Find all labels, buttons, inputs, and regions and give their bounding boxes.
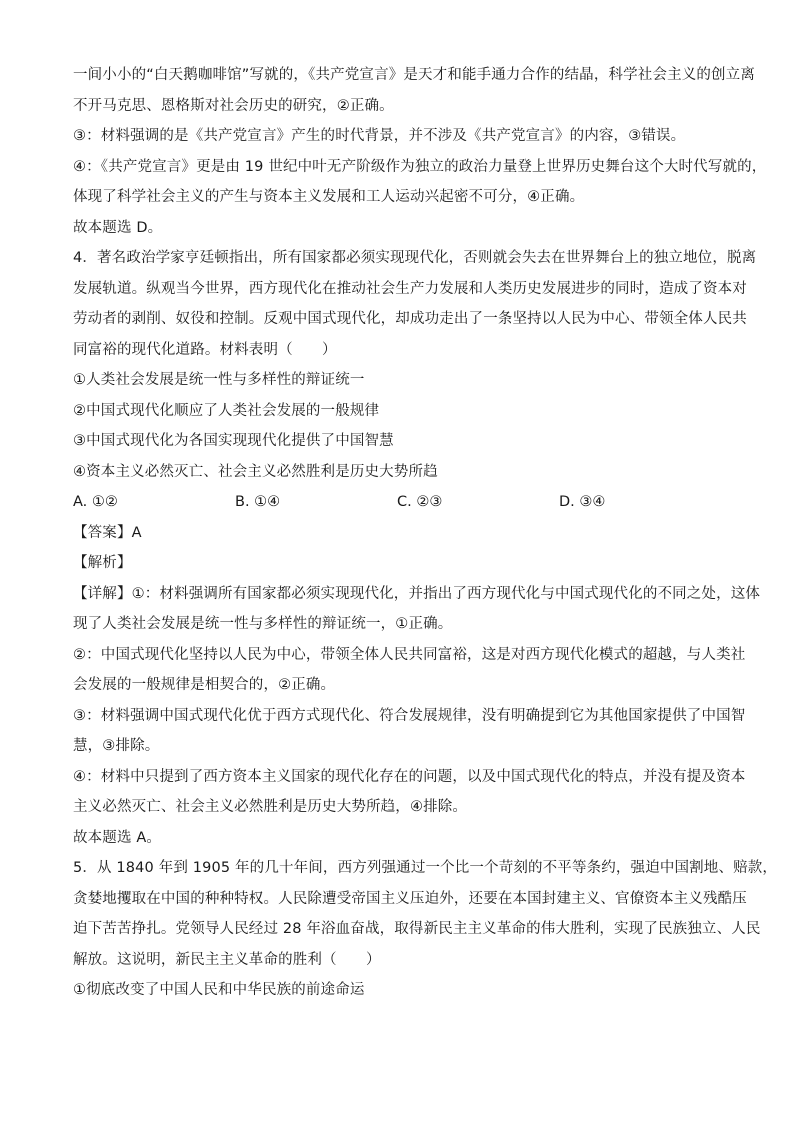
- option-a: A. ①②: [73, 494, 118, 510]
- text-block-2: [73, 579, 778, 1006]
- statement-1: ①彻底改变了中国人民和中华民族的前途命运: [73, 982, 365, 998]
- question-4-stem: 4．著名政治学家亨廷顿指出，所有国家都必须实现现代化，否则就会失去在世界舞台上的独立地位，脱离: [73, 250, 757, 266]
- text-line: 劳动者的剥削、奴役和控制。反观中国式现代化，却成功走出了一条坚持以人民为中心、带领全体人民共: [73, 311, 747, 327]
- text-line: 解放。这说明，新民主主义革命的胜利（ ）: [73, 951, 381, 968]
- statement-3: ③中国式现代化为各国实现现代化提供了中国智慧: [73, 433, 394, 449]
- text-line: 同富裕的现代化道路。材料表明（ ）: [73, 341, 337, 358]
- text-line: ③：材料强调的是《共产党宣言》产生的时代背景，并不涉及《共产党宣言》的内容，③错误。: [73, 128, 686, 144]
- option-b: B. ①④: [235, 494, 281, 510]
- option-d: D. ③④: [559, 494, 606, 510]
- text-line: 故本题选 D。: [73, 219, 163, 236]
- text-line: 不开马克思、恩格斯对社会历史的研究，②正确。: [73, 97, 394, 114]
- text-line: 现了人类社会发展是统一性与多样性的辩证统一，①正确。: [73, 616, 453, 632]
- text-line: 慧，③排除。: [73, 738, 160, 754]
- statement-2: ②中国式现代化顺应了人类社会发展的一般规律: [73, 402, 380, 419]
- text-line: 【详解】①：材料强调所有国家都必须实现现代化，并指出了西方现代化与中国式现代化的不同之处，这体: [73, 585, 761, 602]
- text-line: ④：《共产党宣言》更是由 19 世纪中叶无产阶级作为独立的政治力量登上世界历史舞台这个大时代写就的，: [73, 158, 767, 175]
- statement-4: ④资本主义必然灭亡、社会主义必然胜利是历史大势所趋: [73, 463, 438, 480]
- analysis-label: 【解析】: [73, 555, 132, 571]
- text-line: 故本题选 A。: [73, 829, 162, 846]
- text-line: 贪婪地攫取在中国的种种特权。人民除遭受帝国主义压迫外，还要在本国封建主义、官僚资本主义残酷压: [73, 890, 747, 907]
- text-line: 体现了科学社会主义的产生与资本主义发展和工人运动兴起密不可分，④正确。: [73, 189, 585, 205]
- text-line: ②：中国式现代化坚持以人民为中心，带领全体人民共同富裕，这是对西方现代化模式的超越，与人类社: [73, 646, 746, 663]
- text-line: 发展轨道。纵观当今世界，西方现代化在推动社会生产力发展和人类历史发展进步的同时，造成了资本对: [73, 280, 747, 297]
- answer-line: 【答案】A: [73, 524, 142, 541]
- text-line: ④：材料中只提到了西方资本主义国家的现代化存在的问题，以及中国式现代化的特点，并没有提及资本: [73, 768, 746, 785]
- text-line: 迫下苦苦挣扎。党领导人民经过 28 年浴血奋战，取得新民主主义革命的伟大胜利，实现了民族独立、人民: [73, 921, 761, 937]
- text-block-1: [73, 60, 767, 487]
- question-5-stem: 5．从 1840 年到 1905 年的几十年间，西方列强通过一个比一个苛刻的不平等条约，强迫中国割地、赔款，: [73, 860, 778, 876]
- text-line: 主义必然灭亡、社会主义必然胜利是历史大势所趋，④排除。: [73, 799, 468, 815]
- text-line: 会发展的一般规律是相契合的，②正确。: [73, 677, 336, 693]
- answer-options: [73, 487, 723, 518]
- statement-1: ①人类社会发展是统一性与多样性的辩证统一: [73, 372, 365, 388]
- document-page: [73, 60, 778, 1006]
- option-c: C. ②③: [397, 494, 443, 510]
- text-line: ③：材料强调中国式现代化优于西方式现代化、符合发展规律，没有明确提到它为其他国家提供了中国智: [73, 707, 746, 724]
- text-line: 一间小小的“白天鹅咖啡馆”写就的，《共产党宣言》是天才和能手通力合作的结晶，科学社会主义的创立离: [73, 67, 755, 83]
